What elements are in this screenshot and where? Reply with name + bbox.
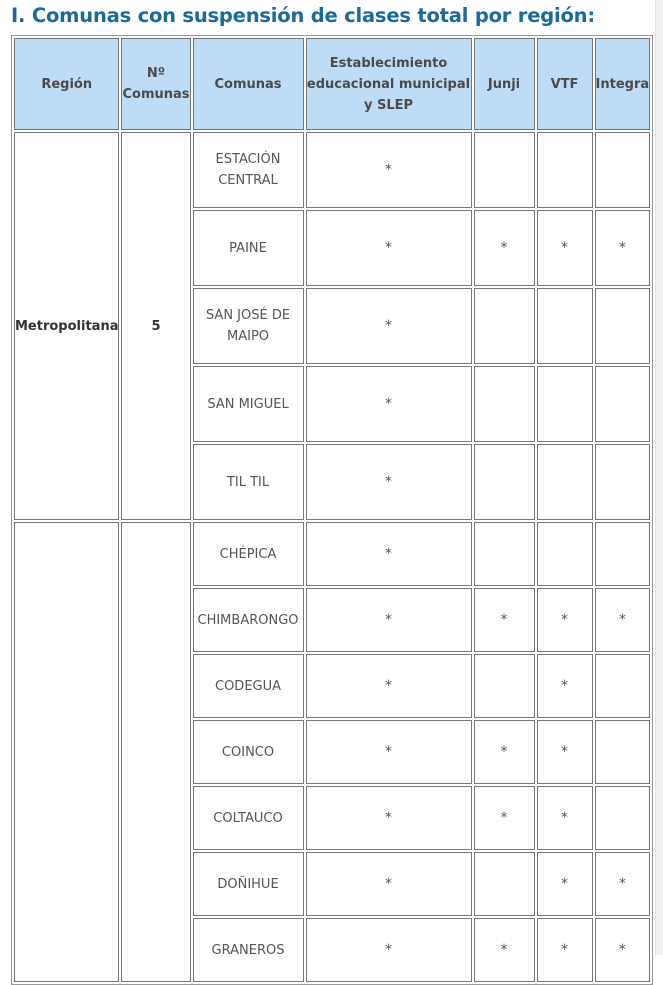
establecimiento-cell: * bbox=[306, 720, 472, 784]
header-establecimiento: Establecimiento educacional municipal y SLEP bbox=[306, 38, 472, 130]
junji-cell: * bbox=[474, 588, 535, 652]
comuna-cell: TIL TIL bbox=[193, 444, 304, 520]
integra-cell bbox=[595, 444, 651, 520]
junji-cell bbox=[474, 852, 535, 916]
vtf-cell bbox=[537, 522, 593, 586]
integra-cell: * bbox=[595, 588, 651, 652]
junji-cell: * bbox=[474, 720, 535, 784]
header-vtf: VTF bbox=[537, 38, 593, 130]
integra-cell: * bbox=[595, 210, 651, 286]
comunas-count-cell: 5 bbox=[121, 132, 190, 520]
vtf-cell: * bbox=[537, 720, 593, 784]
integra-cell bbox=[595, 288, 651, 364]
junji-cell: * bbox=[474, 918, 535, 982]
comuna-cell: CHÉPICA bbox=[193, 522, 304, 586]
comuna-cell: CODEGUA bbox=[193, 654, 304, 718]
establecimiento-cell: * bbox=[306, 654, 472, 718]
vtf-cell: * bbox=[537, 210, 593, 286]
integra-cell bbox=[595, 522, 651, 586]
suspension-table bbox=[11, 35, 653, 985]
table-row bbox=[14, 522, 650, 586]
vtf-cell bbox=[537, 366, 593, 442]
vtf-cell: * bbox=[537, 786, 593, 850]
integra-cell: * bbox=[595, 918, 651, 982]
establecimiento-cell: * bbox=[306, 522, 472, 586]
vtf-cell: * bbox=[537, 588, 593, 652]
establecimiento-cell: * bbox=[306, 588, 472, 652]
integra-cell bbox=[595, 654, 651, 718]
establecimiento-cell: * bbox=[306, 288, 472, 364]
junji-cell bbox=[474, 654, 535, 718]
comuna-cell: CHIMBARONGO bbox=[193, 588, 304, 652]
junji-cell bbox=[474, 288, 535, 364]
page-title: I. Comunas con suspensión de clases total por región: bbox=[11, 4, 595, 27]
comuna-cell: SAN MIGUEL bbox=[193, 366, 304, 442]
establecimiento-cell: * bbox=[306, 366, 472, 442]
header-integra: Integra bbox=[595, 38, 651, 130]
comuna-cell: ESTACIÓN CENTRAL bbox=[193, 132, 304, 208]
table-row bbox=[14, 132, 650, 208]
integra-cell bbox=[595, 132, 651, 208]
establecimiento-cell: * bbox=[306, 852, 472, 916]
header-n-comunas: Nº Comunas bbox=[121, 38, 190, 130]
vtf-cell: * bbox=[537, 852, 593, 916]
comuna-cell: SAN JOSÉ DE MAIPO bbox=[193, 288, 304, 364]
comuna-cell: PAINE bbox=[193, 210, 304, 286]
vtf-cell bbox=[537, 288, 593, 364]
vtf-cell: * bbox=[537, 654, 593, 718]
integra-cell bbox=[595, 720, 651, 784]
establecimiento-cell: * bbox=[306, 444, 472, 520]
vtf-cell bbox=[537, 444, 593, 520]
junji-cell bbox=[474, 444, 535, 520]
vtf-cell bbox=[537, 132, 593, 208]
establecimiento-cell: * bbox=[306, 786, 472, 850]
junji-cell: * bbox=[474, 210, 535, 286]
junji-cell bbox=[474, 132, 535, 208]
integra-cell: * bbox=[595, 852, 651, 916]
junji-cell bbox=[474, 366, 535, 442]
header-junji: Junji bbox=[474, 38, 535, 130]
comuna-cell: COINCO bbox=[193, 720, 304, 784]
establecimiento-cell: * bbox=[306, 918, 472, 982]
region-cell bbox=[14, 522, 119, 982]
integra-cell bbox=[595, 366, 651, 442]
integra-cell bbox=[595, 786, 651, 850]
vtf-cell: * bbox=[537, 918, 593, 982]
junji-cell bbox=[474, 522, 535, 586]
comuna-cell: DOÑIHUE bbox=[193, 852, 304, 916]
junji-cell: * bbox=[474, 786, 535, 850]
establecimiento-cell: * bbox=[306, 210, 472, 286]
comuna-cell: COLTAUCO bbox=[193, 786, 304, 850]
region-cell: Metropolitana bbox=[14, 132, 119, 520]
page-scrollbar[interactable] bbox=[655, 0, 663, 955]
header-comunas: Comunas bbox=[193, 38, 304, 130]
establecimiento-cell: * bbox=[306, 132, 472, 208]
comuna-cell: GRANEROS bbox=[193, 918, 304, 982]
comunas-count-cell bbox=[121, 522, 190, 982]
header-region: Región bbox=[14, 38, 119, 130]
